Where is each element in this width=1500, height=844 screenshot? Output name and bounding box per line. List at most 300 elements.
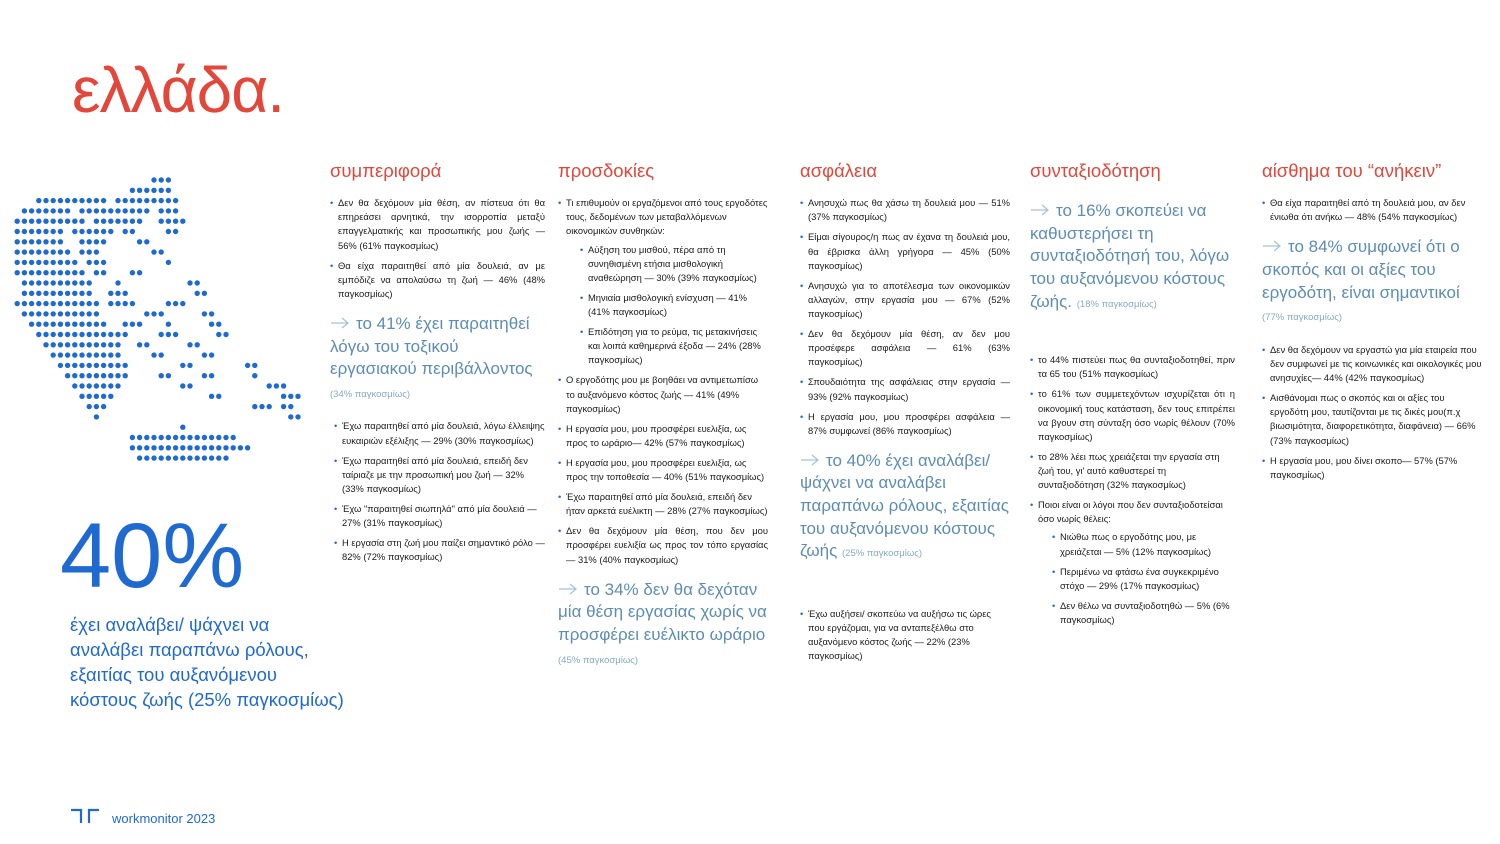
map-dot: [22, 291, 27, 296]
map-dot: [209, 373, 214, 378]
map-dot: [288, 414, 293, 419]
map-dot: [43, 239, 48, 244]
map-dot: [43, 260, 48, 265]
expectations-heading: προσδοκίες: [558, 160, 655, 181]
arrow-right-icon: [558, 583, 584, 595]
map-dot: [79, 322, 84, 327]
map-dot: [43, 229, 48, 234]
map-dot: [51, 219, 56, 224]
map-dot: [202, 455, 207, 460]
map-dot: [101, 322, 106, 327]
map-dot: [94, 311, 99, 316]
map-dot: [130, 322, 135, 327]
map-dot: [58, 270, 63, 275]
map-dot: [223, 455, 228, 460]
map-dot: [58, 363, 63, 368]
map-dot: [65, 352, 70, 357]
map-dot: [94, 342, 99, 347]
map-dot: [123, 219, 128, 224]
map-dot: [173, 219, 178, 224]
map-dot: [43, 291, 48, 296]
map-dot: [65, 280, 70, 285]
map-dot: [58, 249, 63, 254]
list-item: • Η εργασία μου, μου δίνει σκοπο— 57% (57% παγκοσμίως): [1262, 454, 1484, 482]
map-dot: [295, 414, 300, 419]
map-dot: [22, 301, 27, 306]
retirement-column: [1030, 160, 1235, 633]
map-dot: [123, 198, 128, 203]
map-dot: [72, 229, 77, 234]
map-dot: [187, 445, 192, 450]
map-dot: [151, 249, 156, 254]
map-dot: [29, 301, 34, 306]
map-dot: [108, 363, 113, 368]
map-dot: [101, 260, 106, 265]
map-dot: [36, 311, 41, 316]
belonging-list: [1262, 196, 1484, 224]
map-dot: [94, 404, 99, 409]
list-item: • Αισθάνομαι πως ο σκοπός και οι αξίες του εργοδότη μου, ταυτίζονται με τις δικές μου(π.χ βιωσιμότητα, διαφορετικότητα, διαφάνεια) — 66% (73% παγκοσμίως): [1262, 391, 1484, 447]
map-dot: [43, 322, 48, 327]
map-dot: [87, 291, 92, 296]
map-dot: [22, 311, 27, 316]
behavior-list: [330, 196, 545, 301]
map-dot: [288, 394, 293, 399]
map-dot: [22, 239, 27, 244]
map-dot: [252, 373, 257, 378]
map-dot: [115, 373, 120, 378]
map-dot: [72, 373, 77, 378]
map-dot: [101, 332, 106, 337]
map-dot: [267, 383, 272, 388]
map-dot: [43, 342, 48, 347]
map-dot: [159, 198, 164, 203]
map-dot: [144, 198, 149, 203]
map-dot: [166, 188, 171, 193]
map-dot: [223, 445, 228, 450]
map-dot: [130, 219, 135, 224]
map-dot: [79, 208, 84, 213]
security-heading: ασφάλεια: [800, 160, 878, 181]
expectations-callout: [558, 579, 768, 669]
map-dot: [65, 322, 70, 327]
map-dot: [79, 270, 84, 275]
map-dot: [58, 291, 63, 296]
map-dot: [43, 270, 48, 275]
map-dot: [166, 332, 171, 337]
list-item: • Ανησυχώ πως θα χάσω τη δουλειά μου — 51% (37% παγκοσμίως): [800, 196, 1010, 224]
map-dot: [151, 435, 156, 440]
map-dot: [79, 198, 84, 203]
list-item: [558, 196, 768, 367]
map-dot: [101, 363, 106, 368]
map-dot: [94, 208, 99, 213]
map-dot: [94, 332, 99, 337]
map-dot: [108, 229, 113, 234]
map-dot: [22, 208, 27, 213]
map-dot: [123, 363, 128, 368]
map-dot: [87, 404, 92, 409]
behavior-column: [330, 160, 545, 570]
map-dot: [123, 208, 128, 213]
map-dot: [94, 383, 99, 388]
map-dot: [58, 342, 63, 347]
map-dot: [115, 280, 120, 285]
map-dot: [79, 352, 84, 357]
map-dot: [87, 332, 92, 337]
map-dot: [87, 260, 92, 265]
map-dot: [36, 208, 41, 213]
map-dot: [94, 198, 99, 203]
map-dot: [51, 239, 56, 244]
map-dot: [87, 229, 92, 234]
map-dot: [72, 352, 77, 357]
map-dot: [151, 352, 156, 357]
map-dot: [130, 188, 135, 193]
map-dot: [216, 445, 221, 450]
map-dot: [173, 445, 178, 450]
map-dot: [65, 291, 70, 296]
map-dot: [87, 198, 92, 203]
map-dot: [130, 198, 135, 203]
map-dot: [187, 455, 192, 460]
map-dot: [15, 270, 20, 275]
map-dot: [87, 363, 92, 368]
list-item: • Θα είχα παραιτηθεί από τη δουλειά μου, αν δεν ένιωθα ότι ανήκω — 48% (54% παγκοσμίως): [1262, 196, 1484, 224]
map-dot: [187, 363, 192, 368]
map-dot: [137, 455, 142, 460]
map-dot: [94, 239, 99, 244]
callout-note: (34% παγκοσμίως): [330, 388, 411, 400]
map-dot: [36, 332, 41, 337]
map-dot: [115, 219, 120, 224]
map-dot: [36, 280, 41, 285]
arrow-right-icon: [1262, 240, 1288, 252]
map-dot: [72, 291, 77, 296]
map-dot: [223, 332, 228, 337]
map-dot: [51, 291, 56, 296]
map-dot: [65, 270, 70, 275]
randstad-logo-icon: [70, 808, 100, 829]
map-dot: [36, 301, 41, 306]
map-dot: [166, 322, 171, 327]
map-dot: [166, 208, 171, 213]
map-dot: [87, 322, 92, 327]
arrow-right-icon: [800, 454, 826, 466]
map-dot: [123, 373, 128, 378]
headline-stat-description: έχει αναλάβει/ ψάχνει να αναλάβει παραπάνω ρόλους, εξαιτίας του αυξανόμενου κόστους ζωής (25% παγκοσμίως): [70, 614, 344, 711]
security-list-2: [800, 607, 1010, 663]
map-dot: [159, 177, 164, 182]
list-item: • Νιώθω πως ο εργοδότης μου, με χρειάζεται — 5% (12% παγκοσμίως): [1052, 530, 1235, 558]
map-dot: [173, 455, 178, 460]
map-dot: [180, 363, 185, 368]
map-dot: [65, 249, 70, 254]
map-dot: [231, 445, 236, 450]
arrow-right-icon: [330, 317, 356, 329]
map-dot: [29, 311, 34, 316]
map-dot: [58, 280, 63, 285]
map-dot: [65, 260, 70, 265]
list-item: • Είμαι σίγουρος/η πως αν έχανα τη δουλειά μου, θα έβρισκα άλλη γρήγορα — 45% (50% παγκοσμίως): [800, 230, 1010, 272]
map-dot: [202, 445, 207, 450]
map-dot: [43, 208, 48, 213]
map-dot: [151, 177, 156, 182]
map-dot: [94, 301, 99, 306]
map-dot: [15, 301, 20, 306]
map-dot: [144, 188, 149, 193]
map-dot: [58, 301, 63, 306]
map-dot: [101, 198, 106, 203]
list-item: • Έχω "παραιτηθεί σιωπηλά" από μία δουλειά — 27% (31% παγκοσμίως): [334, 502, 545, 530]
list-item: • Έχω παραιτηθεί από μία δουλειά, επειδή δεν ήταν αρκετά ευέλικτη — 28% (27% παγκοσμίως): [558, 490, 768, 518]
map-dot: [108, 301, 113, 306]
map-dot: [87, 208, 92, 213]
map-dot: [72, 219, 77, 224]
list-item: • Δεν θέλω να συνταξιοδοτηθώ — 5% (6% παγκοσμίως): [1052, 599, 1235, 627]
retirement-callout: [1030, 200, 1235, 313]
map-dot: [144, 455, 149, 460]
map-dot: [79, 249, 84, 254]
map-dot: [115, 363, 120, 368]
list-item: • το 44% πιστεύει πως θα συνταξιοδοτηθεί, πριν τα 65 του (51% παγκοσμίως): [1030, 353, 1235, 381]
map-dot: [58, 260, 63, 265]
map-dot: [72, 270, 77, 275]
map-dot: [202, 291, 207, 296]
map-dot: [295, 394, 300, 399]
map-dot: [51, 280, 56, 285]
map-dot: [166, 177, 171, 182]
map-dot: [209, 455, 214, 460]
map-dot: [51, 301, 56, 306]
map-dot: [245, 445, 250, 450]
map-dot: [159, 435, 164, 440]
retirement-list: [1030, 353, 1235, 627]
map-dot: [43, 280, 48, 285]
map-dot: [202, 435, 207, 440]
map-dot: [79, 394, 84, 399]
map-dot: [115, 301, 120, 306]
arrow-right-icon: [1030, 204, 1056, 216]
map-dot: [195, 445, 200, 450]
map-dot: [79, 280, 84, 285]
footer-brand: workmonitor 2023: [112, 811, 216, 826]
map-dot: [87, 342, 92, 347]
map-dot: [195, 280, 200, 285]
map-dot: [180, 301, 185, 306]
map-dot: [79, 311, 84, 316]
expectations-list: [558, 196, 768, 567]
map-dot: [187, 342, 192, 347]
map-dot: [144, 445, 149, 450]
map-dot: [216, 332, 221, 337]
map-dot: [58, 208, 63, 213]
list-item: • Έχω παραιτηθεί από μία δουλειά, επειδή δεν ταίριαζε με την προσωπική μου ζωή — 32% (33% παγκοσμίως): [334, 454, 545, 496]
map-dot: [123, 229, 128, 234]
callout-note: (77% παγκοσμίως): [1262, 312, 1343, 324]
map-dot: [43, 332, 48, 337]
map-dot: [51, 249, 56, 254]
map-dot: [29, 249, 34, 254]
map-dot: [101, 404, 106, 409]
map-dot: [94, 260, 99, 265]
list-item: • Δεν θα δεχόμουν μία θέση, που δεν μου προσφέρει ευελιξία ως προς τον τόπο εργασίας — 31% (40% παγκοσμίως): [558, 524, 768, 566]
map-dot: [209, 352, 214, 357]
map-dot: [22, 280, 27, 285]
map-dot: [187, 435, 192, 440]
map-dot: [195, 455, 200, 460]
map-dot: [36, 270, 41, 275]
map-dot: [87, 311, 92, 316]
map-dot: [137, 198, 142, 203]
map-dot: [94, 219, 99, 224]
list-item: • Έχω αυξήσει/ σκοπεύω να αυξήσω τις ώρες που εργάζομαι, για να ανταπεξέλθω στο αυξανόμενο κόστος ζωής — 22% (23% παγκοσμίως): [800, 607, 1010, 663]
map-dot: [79, 383, 84, 388]
map-dot: [22, 260, 27, 265]
list-item: • το 61% των συμμετεχόντων ισχυρίζεται ότι η οικονομική τους κατάσταση, δεν τους επιτρέπει να βγουν στη σύνταξη όσο νωρίς θέλουν (70% παγκοσμίως): [1030, 387, 1235, 443]
map-dot: [79, 332, 84, 337]
map-dot: [252, 404, 257, 409]
map-dot: [79, 373, 84, 378]
map-dot: [166, 373, 171, 378]
expectations-sublist: [566, 243, 768, 368]
belonging-column: [1262, 160, 1484, 488]
map-dot: [101, 239, 106, 244]
map-dot: [173, 198, 178, 203]
map-dot: [209, 435, 214, 440]
map-dot: [51, 342, 56, 347]
map-dot: [87, 352, 92, 357]
map-dot: [180, 435, 185, 440]
expectations-column: [558, 160, 768, 685]
map-dot: [58, 322, 63, 327]
map-dot: [166, 260, 171, 265]
callout-text: το 41% έχει παραιτηθεί λόγω του τοξικού εργασιακού περιβάλλοντος: [330, 313, 533, 379]
map-dot: [159, 455, 164, 460]
map-dot: [108, 352, 113, 357]
callout-text: το 16% σκοπεύει να καθυστερήσει τη συνταξιοδότησή του, λόγω του αυξανόμενου κόστους ζωής.: [1030, 201, 1230, 311]
map-dot: [87, 239, 92, 244]
map-dot: [72, 363, 77, 368]
list-item: [1030, 498, 1235, 627]
map-dot: [216, 435, 221, 440]
map-dot: [115, 342, 120, 347]
map-dot: [137, 270, 142, 275]
map-dot: [216, 455, 221, 460]
map-dot: [79, 219, 84, 224]
map-dot: [15, 229, 20, 234]
map-dot: [166, 219, 171, 224]
map-dot: [159, 219, 164, 224]
callout-note: (18% παγκοσμίως): [1076, 298, 1157, 310]
map-dot: [130, 301, 135, 306]
map-dot: [36, 291, 41, 296]
map-dot: [115, 332, 120, 337]
map-dot: [166, 229, 171, 234]
map-dot: [87, 301, 92, 306]
map-dot: [58, 219, 63, 224]
map-dot: [94, 270, 99, 275]
map-dot: [151, 188, 156, 193]
map-dot: [51, 352, 56, 357]
map-dot: [94, 373, 99, 378]
list-item: • Μηνιαία μισθολογική ενίσχυση — 41% (41% παγκοσμίως): [580, 291, 768, 319]
map-dot: [94, 352, 99, 357]
map-dot: [43, 311, 48, 316]
list-item: • το 28% λέει πως χρειάζεται την εργασία στη ζωή του, γι' αυτό καθυστερεί τη συνταξιοδότηση (32% παγκοσμίως): [1030, 450, 1235, 492]
retirement-reasons-intro: Ποιοι είναι οι λόγοι που δεν συνταξιοδοτείσαι όσο νωρίς θέλεις:: [1038, 499, 1223, 525]
map-dot: [202, 352, 207, 357]
map-dot: [79, 301, 84, 306]
map-dot: [159, 208, 164, 213]
map-dot: [72, 198, 77, 203]
expectations-intro: Τι επιθυμούν οι εργαζόμενοι από τους εργοδότες τους, δεδομένων των μεταβαλλόμενων οικονομικών συνθηκών:: [566, 197, 768, 237]
map-dot: [29, 280, 34, 285]
map-dot: [216, 394, 221, 399]
map-dot: [130, 208, 135, 213]
callout-text: το 84% συμφωνεί ότι ο σκοπός και οι αξίες του εργοδότη, είναι σημαντικοί: [1262, 237, 1460, 302]
map-dot: [58, 229, 63, 234]
map-dot: [94, 249, 99, 254]
callout-text: το 34% δεν θα δεχόταν μία θέση εργασίας χωρίς να προσφέρει ευέλικτο ωράριο: [558, 579, 767, 644]
behavior-callout: [330, 313, 545, 403]
map-dot: [65, 373, 70, 378]
map-dot: [101, 373, 106, 378]
map-dot: [65, 219, 70, 224]
map-dot: [51, 322, 56, 327]
map-dot: [173, 301, 178, 306]
map-dot: [15, 249, 20, 254]
map-dot: [58, 332, 63, 337]
security-list: [800, 196, 1010, 438]
map-dot: [29, 239, 34, 244]
belonging-list-2: [1262, 343, 1484, 482]
map-dot: [29, 291, 34, 296]
map-dot: [281, 394, 286, 399]
map-dot: [202, 311, 207, 316]
map-dot: [36, 239, 41, 244]
map-dot: [65, 363, 70, 368]
map-dot: [72, 280, 77, 285]
map-dot: [173, 229, 178, 234]
map-dot: [79, 342, 84, 347]
map-dot: [130, 229, 135, 234]
map-dot: [137, 445, 142, 450]
map-dot: [166, 445, 171, 450]
map-dot: [115, 352, 120, 357]
map-dot: [15, 260, 20, 265]
map-dot: [180, 219, 185, 224]
footer: [70, 808, 215, 829]
map-dot: [115, 383, 120, 388]
map-dot: [51, 311, 56, 316]
map-dot: [195, 342, 200, 347]
map-dot: [259, 404, 264, 409]
map-dot: [87, 383, 92, 388]
map-dot: [180, 455, 185, 460]
map-dot: [15, 239, 20, 244]
map-dot: [144, 239, 149, 244]
map-dot: [51, 332, 56, 337]
map-dot: [101, 208, 106, 213]
map-dot: [115, 291, 120, 296]
map-dot: [159, 373, 164, 378]
map-dot: [22, 270, 27, 275]
map-dot: [51, 198, 56, 203]
map-dot: [79, 363, 84, 368]
map-dot: [29, 260, 34, 265]
map-dot: [195, 291, 200, 296]
